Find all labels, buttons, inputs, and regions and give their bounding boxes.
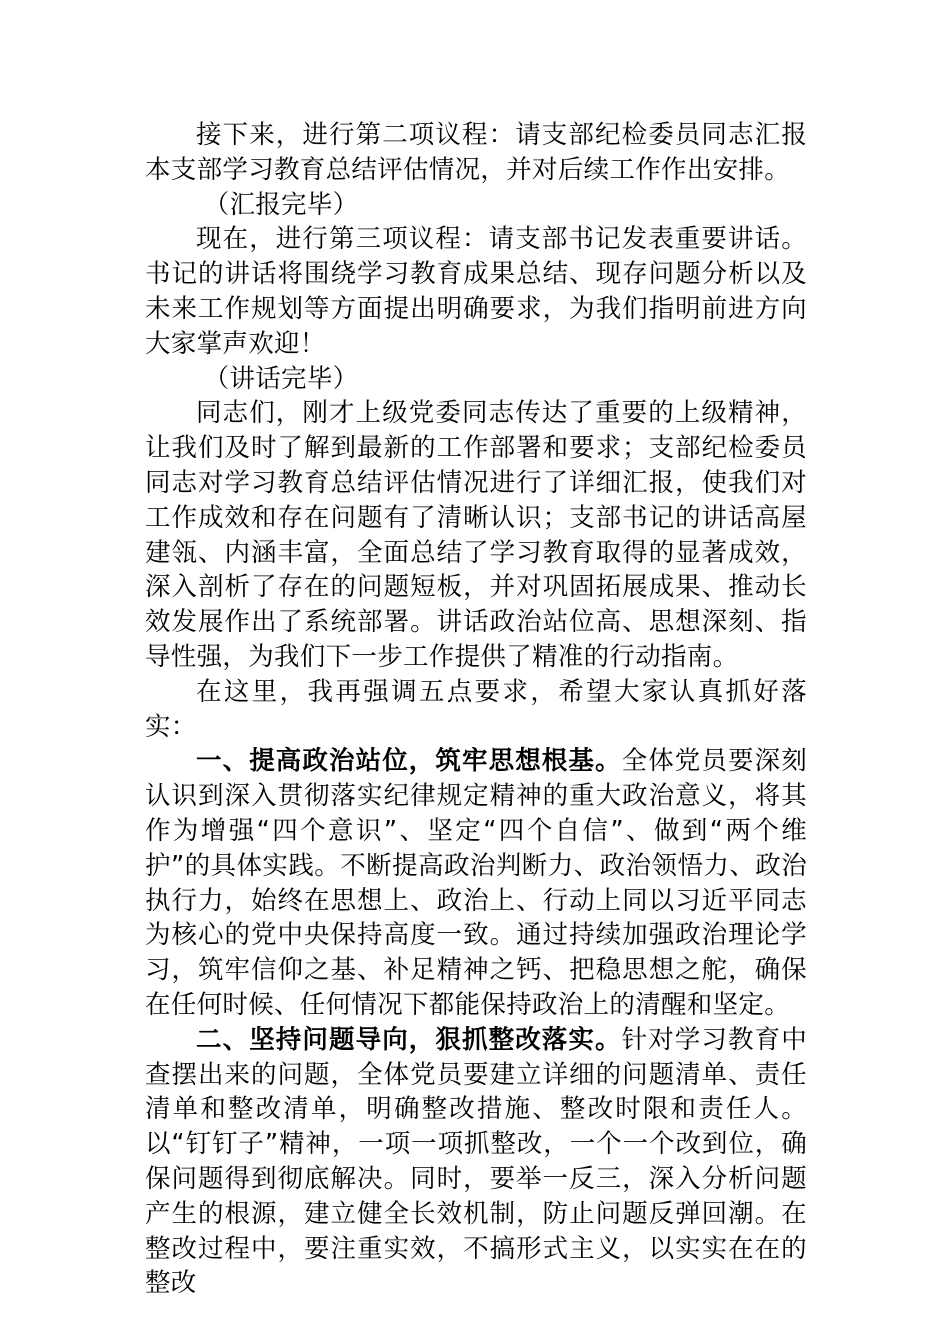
paragraph-agenda-two: 接下来，进行第二项议程：请支部纪检委员同志汇报本支部学习教育总结评估情况，并对后续工作作出安排。 [145,120,807,185]
requirement-one-heading: 一、提高政治站位，筑牢思想根基。 [196,746,622,777]
paragraph-agenda-three: 现在，进行第三项议程：请支部书记发表重要讲话。书记的讲话将围绕学习教育成果总结、现存问题分析以及未来工作规划等方面提出明确要求，为我们指明前进方向大家掌声欢迎！ [145,224,807,359]
requirement-two-body: 针对学习教育中查摆出来的问题，全体党员要建立详细的问题清单、责任清单和整改清单，明确整改措施、整改时限和责任人。以“钉钉子”精神，一项一项抓整改，一个一个改到位，确保问题得到彻底解决。同时，要举一反三，深入分析问题产生的根源，建立健全长效机制，防止问题反弹回潮。在整改过程中，要注重实效，不搞形式主义，以实实在在的整改 [145,1024,807,1299]
note-report-finished: （汇报完毕） [203,189,359,220]
document-body [145,118,807,1301]
requirement-two-heading: 二、坚持问题导向，狠抓整改落实。 [196,1024,622,1055]
requirement-one-body: 全体党员要深刻认识到深入贯彻落实纪律规定精神的重大政治意义，将其作为增强“四个意识”、坚定“四个自信”、做到“两个维护”的具体实践。不断提高政治判断力、政治领悟力、政治执行力，始终在思想上、政治上、行动上同以习近平同志为核心的党中央保持高度一致。通过持续加强政治理论学习，筑牢信仰之基、补足精神之钙、把稳思想之舵，确保在任何时候、任何情况下都能保持政治上的清醒和坚定。 [145,746,807,1020]
note-speech-finished: （讲话完毕） [203,363,359,394]
paragraph-summary: 同志们，刚才上级党委同志传达了重要的上级精神，让我们及时了解到最新的工作部署和要求；支部纪检委员同志对学习教育总结评估情况进行了详细汇报，使我们对工作成效和存在问题有了清晰认识；支部书记的讲话高屋建瓴、内涵丰富，全面总结了学习教育取得的显著成效，深入剖析了存在的问题短板，并对巩固拓展成果、推动长效发展作出了系统部署。讲话政治站位高、思想深刻、指导性强，为我们下一步工作提供了精准的行动指南。 [145,398,807,672]
paragraph-requirement-two [145,1023,807,1301]
paragraph-requirement-one [145,744,807,1022]
paragraph-five-requirements-intro: 在这里，我再强调五点要求，希望大家认真抓好落实： [145,676,807,742]
